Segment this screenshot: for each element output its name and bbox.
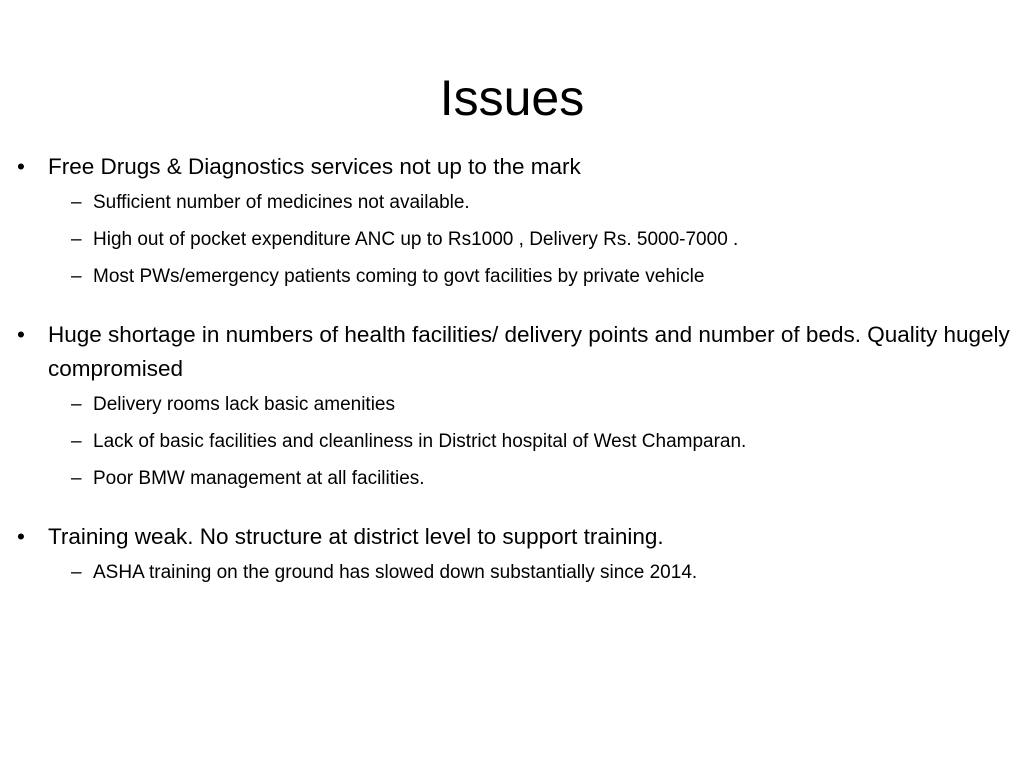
bullet-text: Huge shortage in numbers of health facilities/ delivery points and number of beds. Quality hugely compromised	[48, 322, 1010, 381]
dash-icon: –	[71, 431, 82, 452]
sub-bullet-text: Lack of basic facilities and cleanliness in District hospital of West Champaran.	[93, 431, 747, 452]
sub-bullet-item	[0, 423, 1024, 460]
spacer	[0, 295, 1024, 318]
sub-bullet-text: Sufficient number of medicines not available.	[93, 192, 470, 213]
bullet-group	[0, 318, 1024, 497]
dash-icon: –	[71, 468, 82, 489]
sub-bullet-text: Poor BMW management at all facilities.	[93, 468, 425, 489]
sub-bullet-item	[0, 184, 1024, 221]
bullet-dot-icon: •	[17, 154, 25, 179]
sub-bullet-text: High out of pocket expenditure ANC up to Rs1000 , Delivery Rs. 5000-7000 .	[93, 229, 739, 250]
dash-icon: –	[71, 192, 82, 213]
sub-bullet-item	[0, 386, 1024, 423]
sub-bullet-item	[0, 258, 1024, 295]
bullet-item	[0, 520, 1024, 554]
bullet-dot-icon: •	[17, 524, 25, 549]
sub-bullet-text: Most PWs/emergency patients coming to govt facilities by private vehicle	[93, 266, 705, 287]
sub-bullet-item	[0, 554, 1024, 591]
slide-title: Issues	[439, 70, 585, 126]
dash-icon: –	[71, 266, 82, 287]
sub-bullet-text: ASHA training on the ground has slowed down substantially since 2014.	[93, 562, 698, 583]
bullet-item	[0, 318, 1024, 386]
sub-bullet-text: Delivery rooms lack basic amenities	[93, 394, 395, 415]
slide-body	[0, 150, 1024, 591]
bullet-text: Free Drugs & Diagnostics services not up to the mark	[48, 154, 581, 179]
dash-icon: –	[71, 562, 82, 583]
bullet-group	[0, 520, 1024, 591]
dash-icon: –	[71, 394, 82, 415]
sub-bullet-item	[0, 460, 1024, 497]
spacer	[0, 497, 1024, 520]
bullet-group	[0, 150, 1024, 295]
bullet-dot-icon: •	[17, 322, 25, 347]
bullet-text: Training weak. No structure at district level to support training.	[48, 524, 664, 549]
dash-icon: –	[71, 229, 82, 250]
bullet-item	[0, 150, 1024, 184]
sub-bullet-item	[0, 221, 1024, 258]
